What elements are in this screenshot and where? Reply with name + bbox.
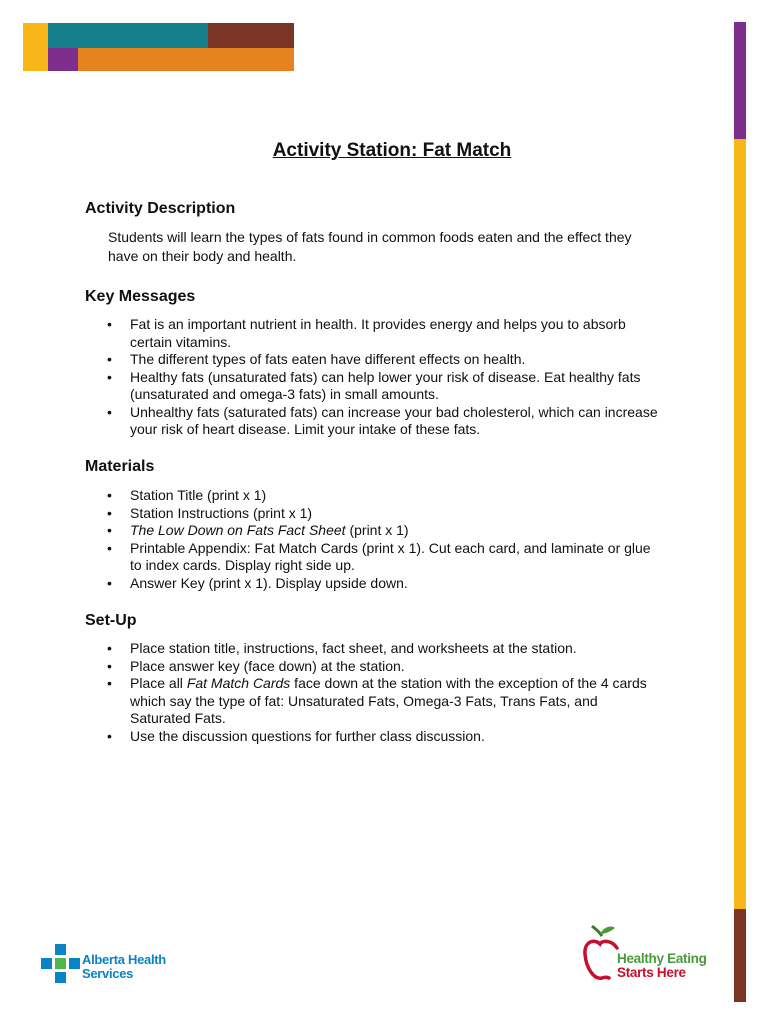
list-item: • Place answer key (face down) at the station. <box>107 658 707 676</box>
healthy-eating-line1: Healthy Eating <box>617 951 707 966</box>
list-item: • Printable Appendix: Fat Match Cards (print x 1). Cut each card, and laminate or glue to index cards. Display right side up. <box>107 540 707 575</box>
header-bar-purple <box>48 48 78 71</box>
list-item: • Answer Key (print x 1). Display upside down. <box>107 575 707 593</box>
key-messages-heading: Key Messages <box>85 288 196 305</box>
page-title: Activity Station: Fat Match <box>272 140 512 161</box>
list-item: • Station Title (print x 1) <box>107 487 707 505</box>
header-bar-teal <box>48 23 208 48</box>
healthy-eating-line2: Starts Here <box>617 965 686 980</box>
side-bar-yellow <box>734 139 746 909</box>
healthy-eating-logo <box>582 924 707 986</box>
activity-description-heading: Activity Description <box>85 200 236 217</box>
ahs-name-line2: Services <box>82 966 134 981</box>
list-item: • The different types of fats eaten have different effects on health. <box>107 351 707 369</box>
ahs-logo <box>41 944 171 984</box>
list-item: • Place all Fat Match Cards face down at the station with the exception of the 4 cards which say the type of fat: Unsaturated Fats, Omega-3 Fats, Trans Fats, and Saturated Fats. <box>107 675 707 728</box>
list-item: • The Low Down on Fats Fact Sheet (print x 1) <box>107 522 707 540</box>
side-bar-brown <box>734 909 746 1002</box>
materials-heading: Materials <box>85 458 155 475</box>
side-bar-purple <box>734 22 746 139</box>
list-item: • Fat is an important nutrient in health. It provides energy and helps you to absorb certain vitamins. <box>107 316 707 351</box>
ahs-name-line1: Alberta Health <box>82 952 166 967</box>
list-item: • Unhealthy fats (saturated fats) can increase your bad cholesterol, which can increase your risk of heart disease. Limit your intake of these fats. <box>107 404 707 439</box>
list-item: • Station Instructions (print x 1) <box>107 505 707 523</box>
header-bar-orange <box>78 48 294 71</box>
list-item: • Place station title, instructions, fact sheet, and worksheets at the station. <box>107 640 707 658</box>
setup-heading: Set-Up <box>85 612 137 629</box>
header-bar-yellow <box>23 23 48 71</box>
list-item: • Use the discussion questions for further class discussion. <box>107 728 707 746</box>
materials-list <box>107 487 707 592</box>
activity-description-text: Students will learn the types of fats found in common foods eaten and the effect they have on their body and health. <box>108 229 632 264</box>
header-bar-brown <box>208 23 294 48</box>
setup-list <box>107 640 707 745</box>
list-item: • Healthy fats (unsaturated fats) can help lower your risk of disease. Eat healthy fats (unsaturated and omega-3 fats) in small amounts. <box>107 369 707 404</box>
ahs-cross-icon <box>41 944 81 984</box>
key-messages-list <box>107 316 707 439</box>
